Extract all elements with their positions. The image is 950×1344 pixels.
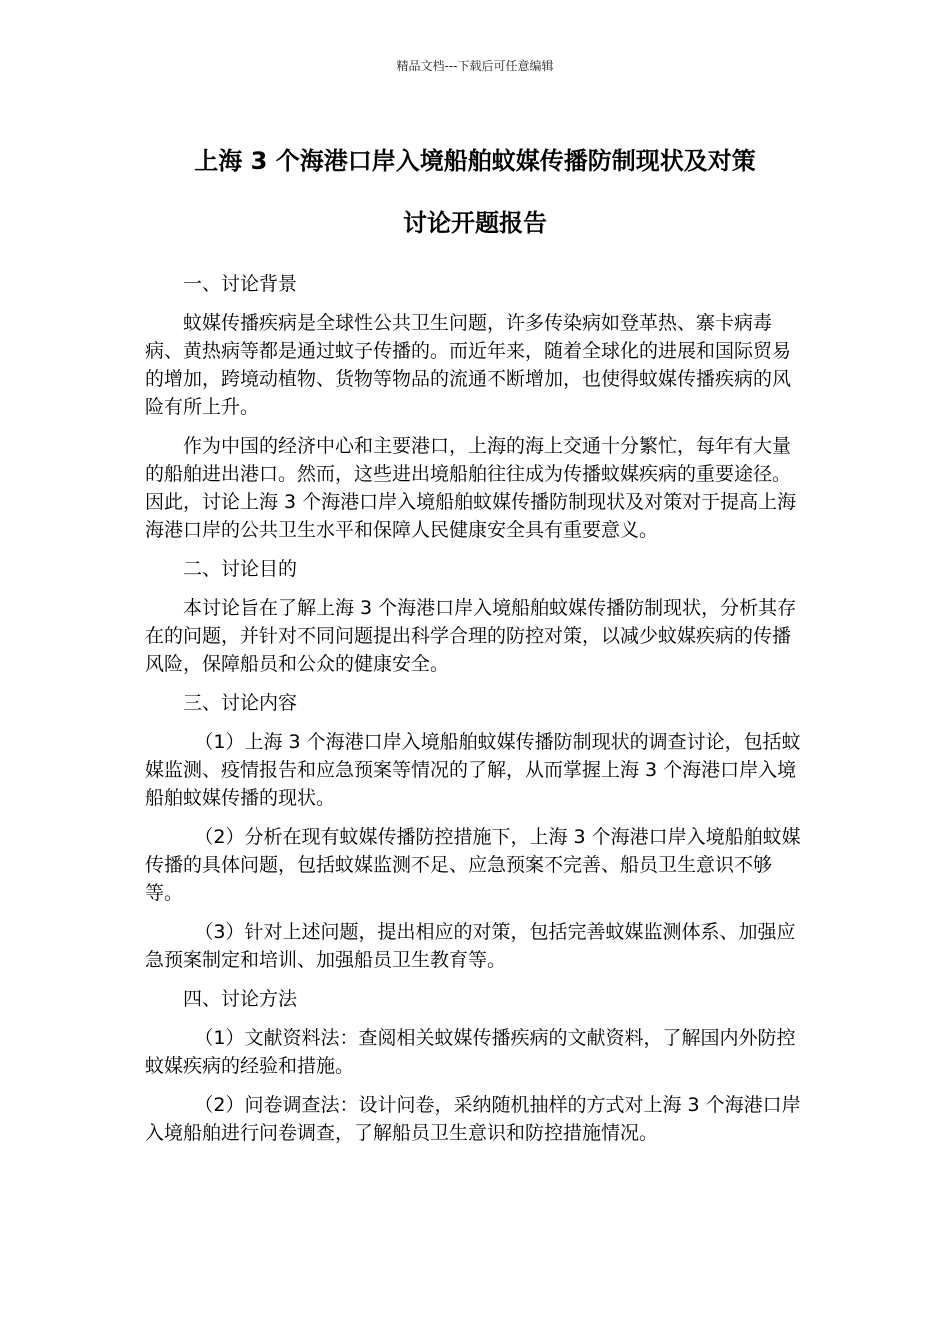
document-body: [145, 270, 807, 1158]
section-heading-methods: 四、讨论方法: [183, 988, 298, 1010]
page-header-note: 精品文档---下载后可任意编辑: [396, 59, 554, 73]
section-heading-background: 一、讨论背景: [183, 273, 298, 295]
purpose-paragraph: 本讨论旨在了解上海 3 个海港口岸入境船舶蚊媒传播防制现状，分析其存在的问题，并针对不同问题提出科学合理的防控对策，以减少蚊媒疾病的传播风险，保障船员和公众的健康安全。: [145, 597, 797, 675]
title-line-1: 上海 3 个海港口岸入境船舶蚊媒传播防制现状及对策: [194, 147, 756, 175]
section-heading-content: 三、讨论内容: [183, 692, 298, 714]
background-paragraph-2: 作为中国的经济中心和主要港口，上海的海上交通十分繁忙，每年有大量的船舶进出港口。然而，这些进出境船舶往往成为传播蚊媒疾病的重要途径。因此，讨论上海 3 个海港口岸入境船舶蚊媒传播防制现状及对策对于提高上海海港口岸的公共卫生水平和保障人民健康安全具有重要意义。: [145, 435, 797, 541]
method-item-2: （2）问卷调查法：设计问卷，采纳随机抽样的方式对上海 3 个海港口岸入境船舶进行问卷调查，了解船员卫生意识和防控措施情况。: [145, 1094, 801, 1144]
section-heading-purpose: 二、讨论目的: [183, 558, 298, 580]
content-item-3: （3）针对上述问题，提出相应的对策，包括完善蚊媒监测体系、加强应急预案制定和培训、加强船员卫生教育等。: [145, 921, 796, 971]
method-item-1: （1）文献资料法：查阅相关蚊媒传播疾病的文献资料，了解国内外防控蚊媒疾病的经验和措施。: [145, 1027, 796, 1077]
document-title: [140, 130, 810, 254]
title-line-2: 讨论开题报告: [403, 209, 547, 237]
background-paragraph-1: 蚊媒传播疾病是全球性公共卫生问题，许多传染病如登革热、寨卡病毒病、黄热病等都是通过蚊子传播的。而近年来，随着全球化的进展和国际贸易的增加，跨境动植物、货物等物品的流通不断增加，也使得蚊媒传播疾病的风险有所上升。: [145, 312, 792, 418]
content-item-1: （1）上海 3 个海港口岸入境船舶蚊媒传播防制现状的调查讨论，包括蚊媒监测、疫情报告和应急预案等情况的了解，从而掌握上海 3 个海港口岸入境船舶蚊媒传播的现状。: [145, 731, 801, 809]
content-item-2: （2）分析在现有蚊媒传播防控措施下，上海 3 个海港口岸入境船舶蚊媒传播的具体问题，包括蚊媒监测不足、应急预案不完善、船员卫生意识不够等。: [145, 826, 801, 904]
